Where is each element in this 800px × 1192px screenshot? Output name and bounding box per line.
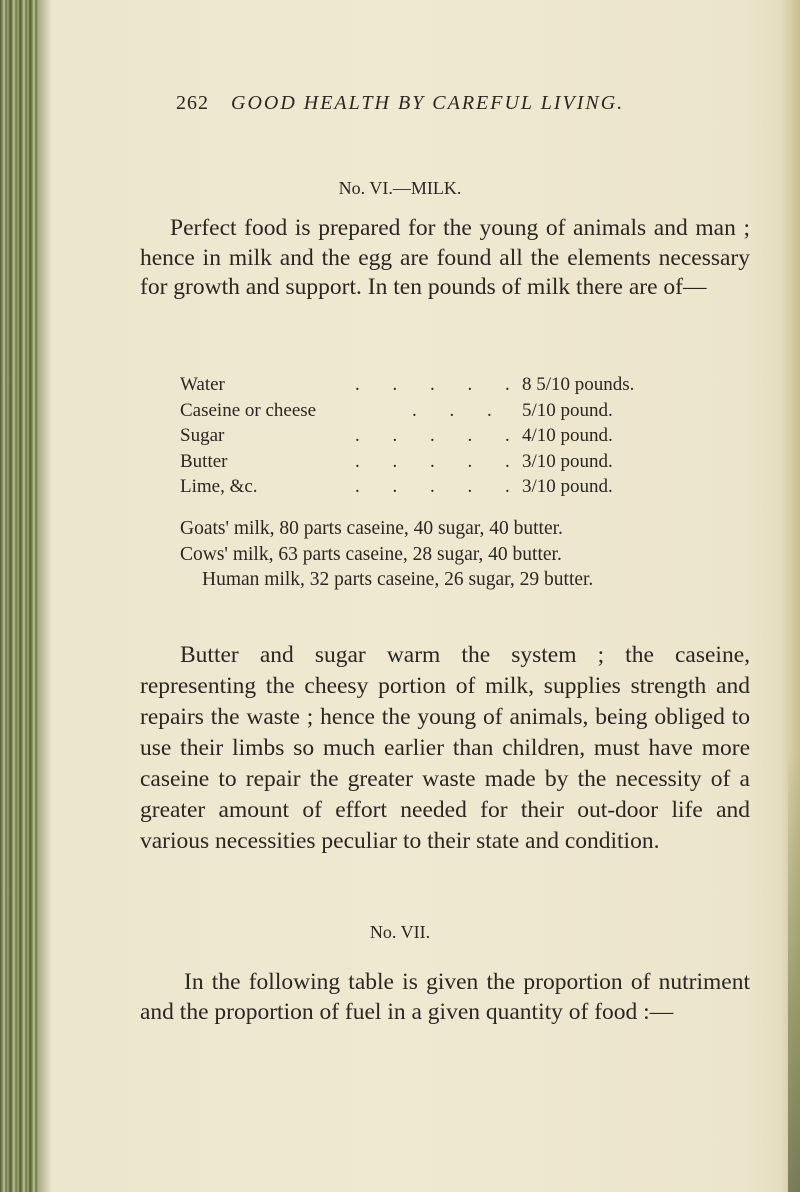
running-header: [176, 92, 696, 120]
section-vi-title: No. VI.—MILK.: [338, 178, 462, 198]
row-amount: 3/10 pound.: [522, 476, 613, 497]
row-amount: 3/10 pound.: [522, 450, 613, 472]
intro-paragraph: In the following table is given the proportion of nutriment and the proportion of fuel in a given quantity of food :—: [140, 969, 750, 1025]
row-amount: 8 5/10 pounds.: [522, 374, 635, 395]
row-item: Butter: [180, 450, 228, 472]
section-vii-intro: [140, 968, 750, 1027]
table-row: [180, 423, 700, 449]
note-line-goats: Goats' milk, 80 parts caseine, 40 sugar, 40 butter.: [180, 518, 563, 539]
table-row: [180, 372, 700, 398]
running-title: GOOD HEALTH BY CAREFUL LIVING.: [231, 92, 625, 114]
row-amount: 4/10 pound.: [522, 425, 613, 446]
section-vii-title: No. VII.: [369, 922, 431, 942]
row-leader: . . . . .: [355, 450, 524, 472]
row-leader: . . . . .: [355, 425, 524, 446]
section-vi-body: [140, 640, 750, 857]
body-paragraph: Butter and sugar warm the system ; the caseine, representing the cheesy portion of milk, supplies strength and repairs the waste ; hence the young of animals, being obliged to use their limbs so much earlier than children, must have more caseine to repair the greater waste made by the necessity of a greater amount of effort needed for their out-door life and various necessities peculiar to their state and condition.: [140, 642, 750, 854]
note-line-human: Human milk, 32 parts caseine, 26 sugar, 29 butter.: [202, 569, 594, 590]
row-leader: . . . . .: [355, 374, 524, 395]
milk-composition-table: [180, 372, 700, 500]
row-item: Lime, &c.: [180, 476, 258, 497]
intro-paragraph: Perfect food is prepared for the young of animals and man ; hence in milk and the egg are found all the elements necessary for growth and support. In ten pounds of milk there are of—: [140, 215, 750, 300]
table-row: [180, 449, 700, 475]
note-line-cows: Cows' milk, 63 parts caseine, 28 sugar, 40 butter.: [180, 543, 562, 565]
row-item: Sugar: [180, 425, 225, 446]
row-item: Caseine or cheese: [180, 399, 317, 421]
milk-comparison-notes: [180, 516, 740, 593]
page-number: 262: [176, 92, 209, 114]
row-item: Water: [180, 374, 225, 395]
row-leader: . . . . .: [355, 476, 524, 497]
page-right-edge-shadow: [788, 750, 800, 1192]
table-row: [180, 398, 700, 424]
row-amount: 5/10 pound.: [522, 399, 613, 421]
row-leader: . . .: [412, 399, 506, 421]
table-row: [180, 474, 700, 500]
section-vi-intro: [140, 214, 750, 303]
